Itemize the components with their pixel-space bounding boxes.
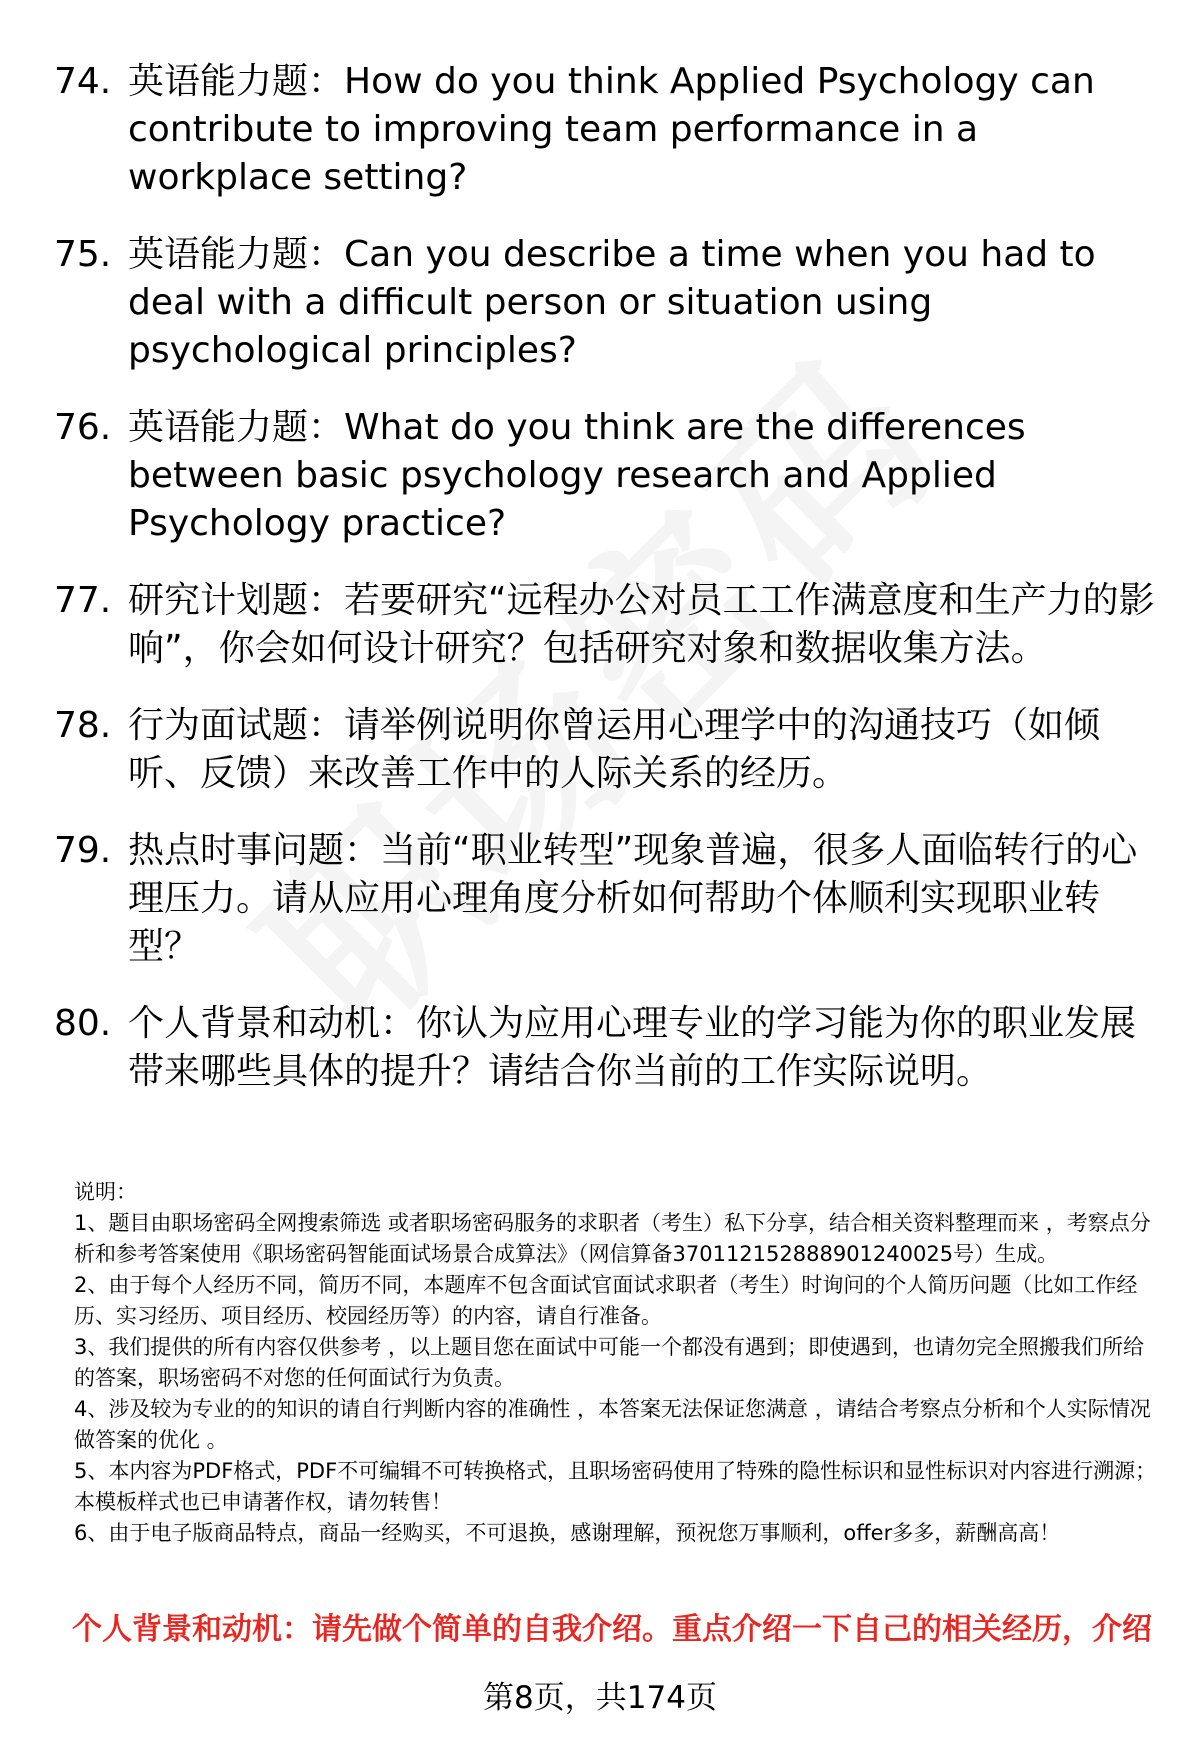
page-number: 第8页，共174页 <box>483 1680 717 1716</box>
question-text: 热点时事问题：当前“职业转型”现象普遍，很多人面临转行的心理压力。请从应用心理角度分析如何帮助个体顺利实现职业转型？ <box>128 830 1138 967</box>
question-number: 74. <box>54 61 112 102</box>
highlight-question: 个人背景和动机：请先做个简单的自我介绍。重点介绍一下自己的相关经历，介绍 <box>72 1612 1152 1647</box>
note-item: 5、本内容为PDF格式，PDF不可编辑不可转换格式，且职场密码使用了特殊的隐性标识和显性标识对内容进行溯源；本模板样式也已申请著作权，请勿转售！ <box>74 1459 1157 1514</box>
note-item: 4、涉及较为专业的的知识的请自行判断内容的准确性 ，本答案无法保证您满意 ，请结合考察点分析和个人实际情况做答案的优化 。 <box>74 1397 1151 1452</box>
question-item <box>0 231 1200 375</box>
note-item: 3、我们提供的所有内容仅供参考 ，以上题目您在面试中可能一个都没有遇到；即使遇到，也请勿完全照搬我们所给的答案，职场密码不对您的任何面试行为负责。 <box>74 1335 1145 1390</box>
note-item: 6、由于电子版商品特点，商品一经购买，不可退换，感谢理解，预祝您万事顺利，offer多多，薪酬高高！ <box>74 1521 1061 1545</box>
question-number: 76. <box>54 407 112 448</box>
question-text: 行为面试题：请举例说明你曾运用心理学中的沟通技巧（如倾听、反馈）来改善工作中的人际关系的经历。 <box>128 705 1101 794</box>
question-text: 英语能力题：How do you think Applied Psychology can contribute to improving team performance in a workplace setting? <box>128 61 1095 198</box>
question-number: 77. <box>54 580 112 621</box>
question-text: 英语能力题：What do you think are the differences between basic psychology research and Applied Psychology practice? <box>128 407 1026 544</box>
question-item <box>0 827 1200 971</box>
question-number: 80. <box>54 1003 112 1044</box>
question-item <box>0 58 1200 202</box>
note-item: 2、由于每个人经历不同，简历不同，本题库不包含面试官面试求职者（考生）时询问的个人简历问题（比如工作经历、实习经历、项目经历、校园经历等）的内容，请自行准备。 <box>74 1273 1138 1328</box>
notes-section <box>74 1177 1159 1549</box>
question-item <box>0 1000 1200 1096</box>
question-item <box>0 702 1200 798</box>
question-number: 79. <box>54 830 112 871</box>
question-number: 78. <box>54 705 112 746</box>
question-text: 英语能力题：Can you describe a time when you had to deal with a difficult person or situation using psychological principles? <box>128 234 1096 371</box>
question-text: 研究计划题：若要研究“远程办公对员工工作满意度和生产力的影响”，你会如何设计研究？包括研究对象和数据收集方法。 <box>128 580 1155 669</box>
question-text: 个人背景和动机：你认为应用心理专业的学习能为你的职业发展带来哪些具体的提升？请结合你当前的工作实际说明。 <box>128 1003 1137 1092</box>
question-list <box>0 58 1200 1125</box>
notes-title: 说明： <box>74 1180 137 1204</box>
question-number: 75. <box>54 234 112 275</box>
question-item <box>0 577 1200 673</box>
question-item <box>0 404 1200 548</box>
note-item: 1、题目由职场密码全网搜索筛选 或者职场密码服务的求职者（考生）私下分享，结合相关资料整理而来 ，考察点分析和参考答案使用《职场密码智能面试场景合成算法》（网信算备370112152888901240025号）生成。 <box>74 1211 1151 1266</box>
